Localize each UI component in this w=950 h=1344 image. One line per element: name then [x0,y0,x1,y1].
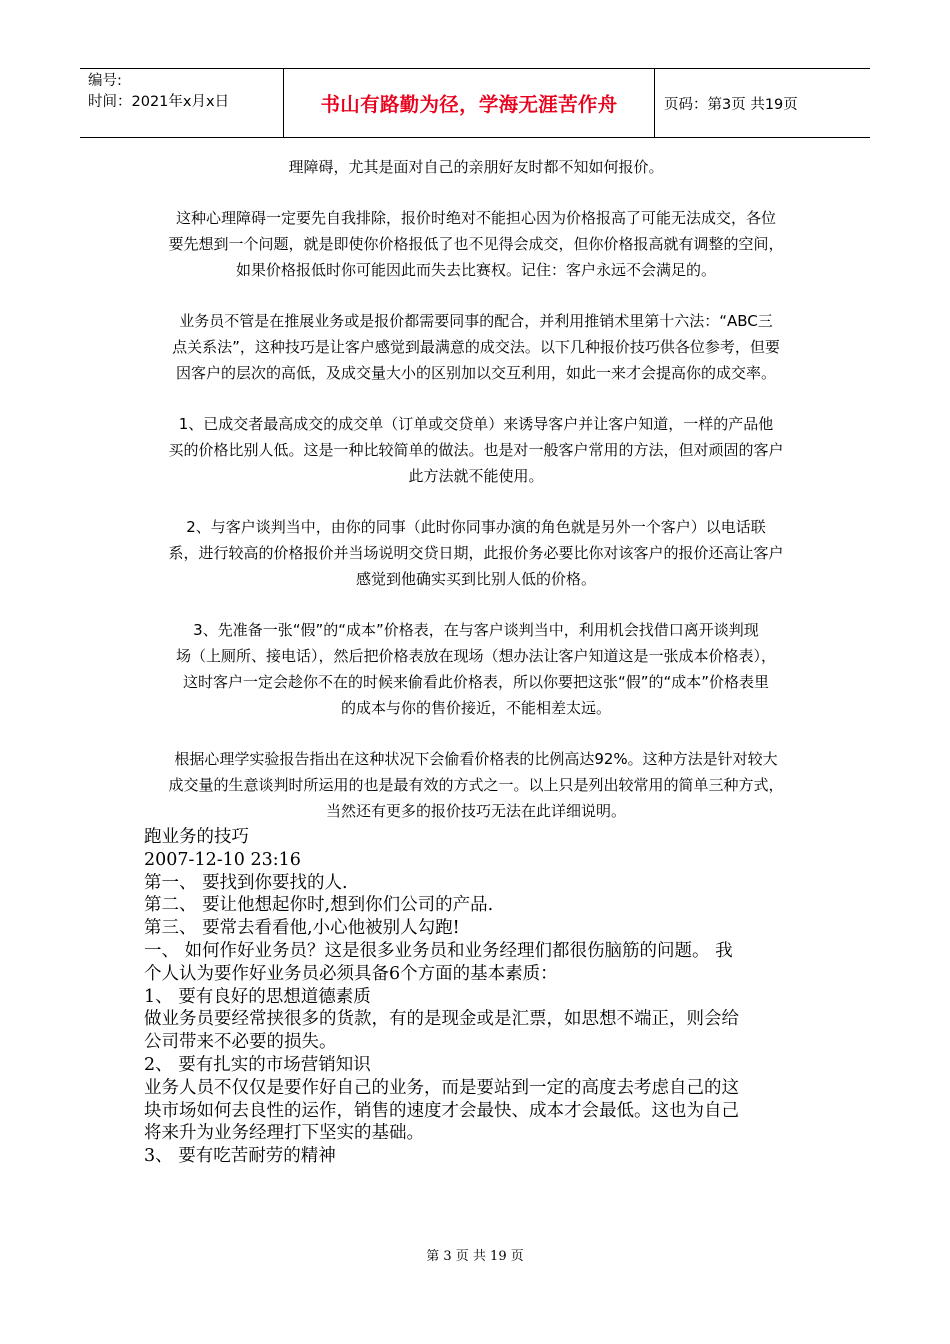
header-left-cell [80,69,283,137]
article-line: 2、 要有扎实的市场营销知识 [144,1054,371,1075]
paragraph-6 [136,617,816,721]
page-header [80,68,870,138]
paragraph-line: 理障碍，尤其是面对自己的亲朋好友时都不知如何报价。 [288,158,664,176]
paragraph-line: 2、与客户谈判当中，由你的同事（此时你同事办演的角色就是另外一个客户）以电话联 [186,518,766,536]
article-line: 将来升为业务经理打下坚实的基础。 [144,1123,424,1144]
article-line: 一、 如何作好业务员？这是很多业务员和业务经理们都很伤脑筋的问题。 我 [144,940,733,961]
header-page-info: 页码：第3页 共19页 [664,96,798,113]
paragraph-line: 业务员不管是在推展业务或是报价都需要同事的配合，并利用推销术里第十六法：“ABC三 [179,312,773,330]
paragraph-line: 感觉到他确实买到比别人低的价格。 [355,570,596,588]
paragraph-line: 买的价格比别人低。这是一种比较简单的做法。也是对一般客户常用的方法，但对顽固的客户 [168,441,784,459]
paragraph-line: 成交量的生意谈判时所运用的也是最有效的方式之一。以上只是列出较常用的简单三种方式， [168,776,784,794]
paragraph-5 [136,514,816,592]
paragraph-3 [136,308,816,386]
article-line: 第二、 要让他想起你时,想到你们公司的产品. [144,895,494,916]
article-line: 3、 要有吃苦耐劳的精神 [144,1146,336,1167]
article-line: 第三、 要常去看看他,小心他被别人勾跑! [144,918,460,939]
document-number-label: 编号: [88,73,122,89]
article-line: 做业务员要经常挟很多的货款，有的是现金或是汇票，如思想不端正，则会给 [144,1009,739,1030]
document-date-label: 时间：2021年x月x日 [88,94,230,110]
paragraph-line: 1、已成交者最高成交的成交单（订单或交贷单）来诱导客户并让客户知道，一样的产品他 [178,415,774,433]
paragraph-line: 场（上厕所、接电话），然后把价格表放在现场（想办法让客户知道这是一张成本价格表）， [175,647,776,665]
article-datetime: 2007-12-10 23:16 [144,849,301,870]
paragraph-line: 的成本与你的售价接近，不能相差太远。 [340,699,611,717]
paragraph-line: 根据心理学实验报告指出在这种状况下会偷看价格表的比例高达92%。这种方法是针对较大 [174,750,778,768]
paragraph-4 [136,411,816,489]
paragraph-line: 系，进行较高的价格报价并当场说明交贷日期，此报价务必要比你对该客户的报价还高让客户 [168,544,784,562]
paragraph-line: 点关系法”，这种技巧是让客户感觉到最满意的成交法。以下几种报价技巧供各位参考，但要 [172,338,780,356]
paragraph-line: 这时客户一定会趁你不在的时候来偷看此价格表，所以你要把这张“假”的“成本”价格表里 [182,673,770,691]
article-line: 块市场如何去良性的运作，销售的速度才会最快、成本才会最低。这也为自己 [144,1100,739,1121]
article-line: 公司带来不必要的损失。 [144,1032,337,1053]
article-line: 1、 要有良好的思想道德素质 [144,986,371,1007]
paragraph-2 [136,205,816,283]
header-motto: 书山有路勤为径，学海无涯苦作舟 [283,69,655,137]
paragraph-line: 要先想到一个问题，就是即使你价格报低了也不见得会成交，但你价格报高就有调整的空间， [168,235,784,253]
page-footer: 第 3 页 共 19 页 [426,1249,524,1264]
paragraph-line: 这种心理障碍一定要先自我排除，报价时绝对不能担心因为价格报高了可能无法成交，各位 [175,209,776,227]
article-line: 个人认为要作好业务员必须具备6个方面的基本素质： [144,963,558,984]
paragraph-line: 如果价格报低时你可能因此而失去比赛权。记住：客户永远不会满足的。 [235,261,716,279]
paragraph-1 [136,154,816,180]
paragraph-7 [136,746,816,824]
paragraph-line: 因客户的层次的高低，及成交量大小的区别加以交互利用，如此一来才会提高你的成交率。 [175,364,776,382]
paragraph-line: 此方法就不能使用。 [408,467,544,485]
article-line: 业务人员不仅仅是要作好自己的业务，而是要站到一定的高度去考虑自己的这 [144,1077,739,1098]
article-line: 第一、 要找到你要找的人. [144,872,348,893]
article-title: 跑业务的技巧 [144,827,249,847]
article-section [144,826,820,1168]
paragraph-line: 当然还有更多的报价技巧无法在此详细说明。 [325,802,626,820]
body-content [136,154,816,824]
paragraph-line: 3、先准备一张“假”的“成本”价格表，在与客户谈判当中，利用机会找借口离开谈判现 [193,621,759,639]
